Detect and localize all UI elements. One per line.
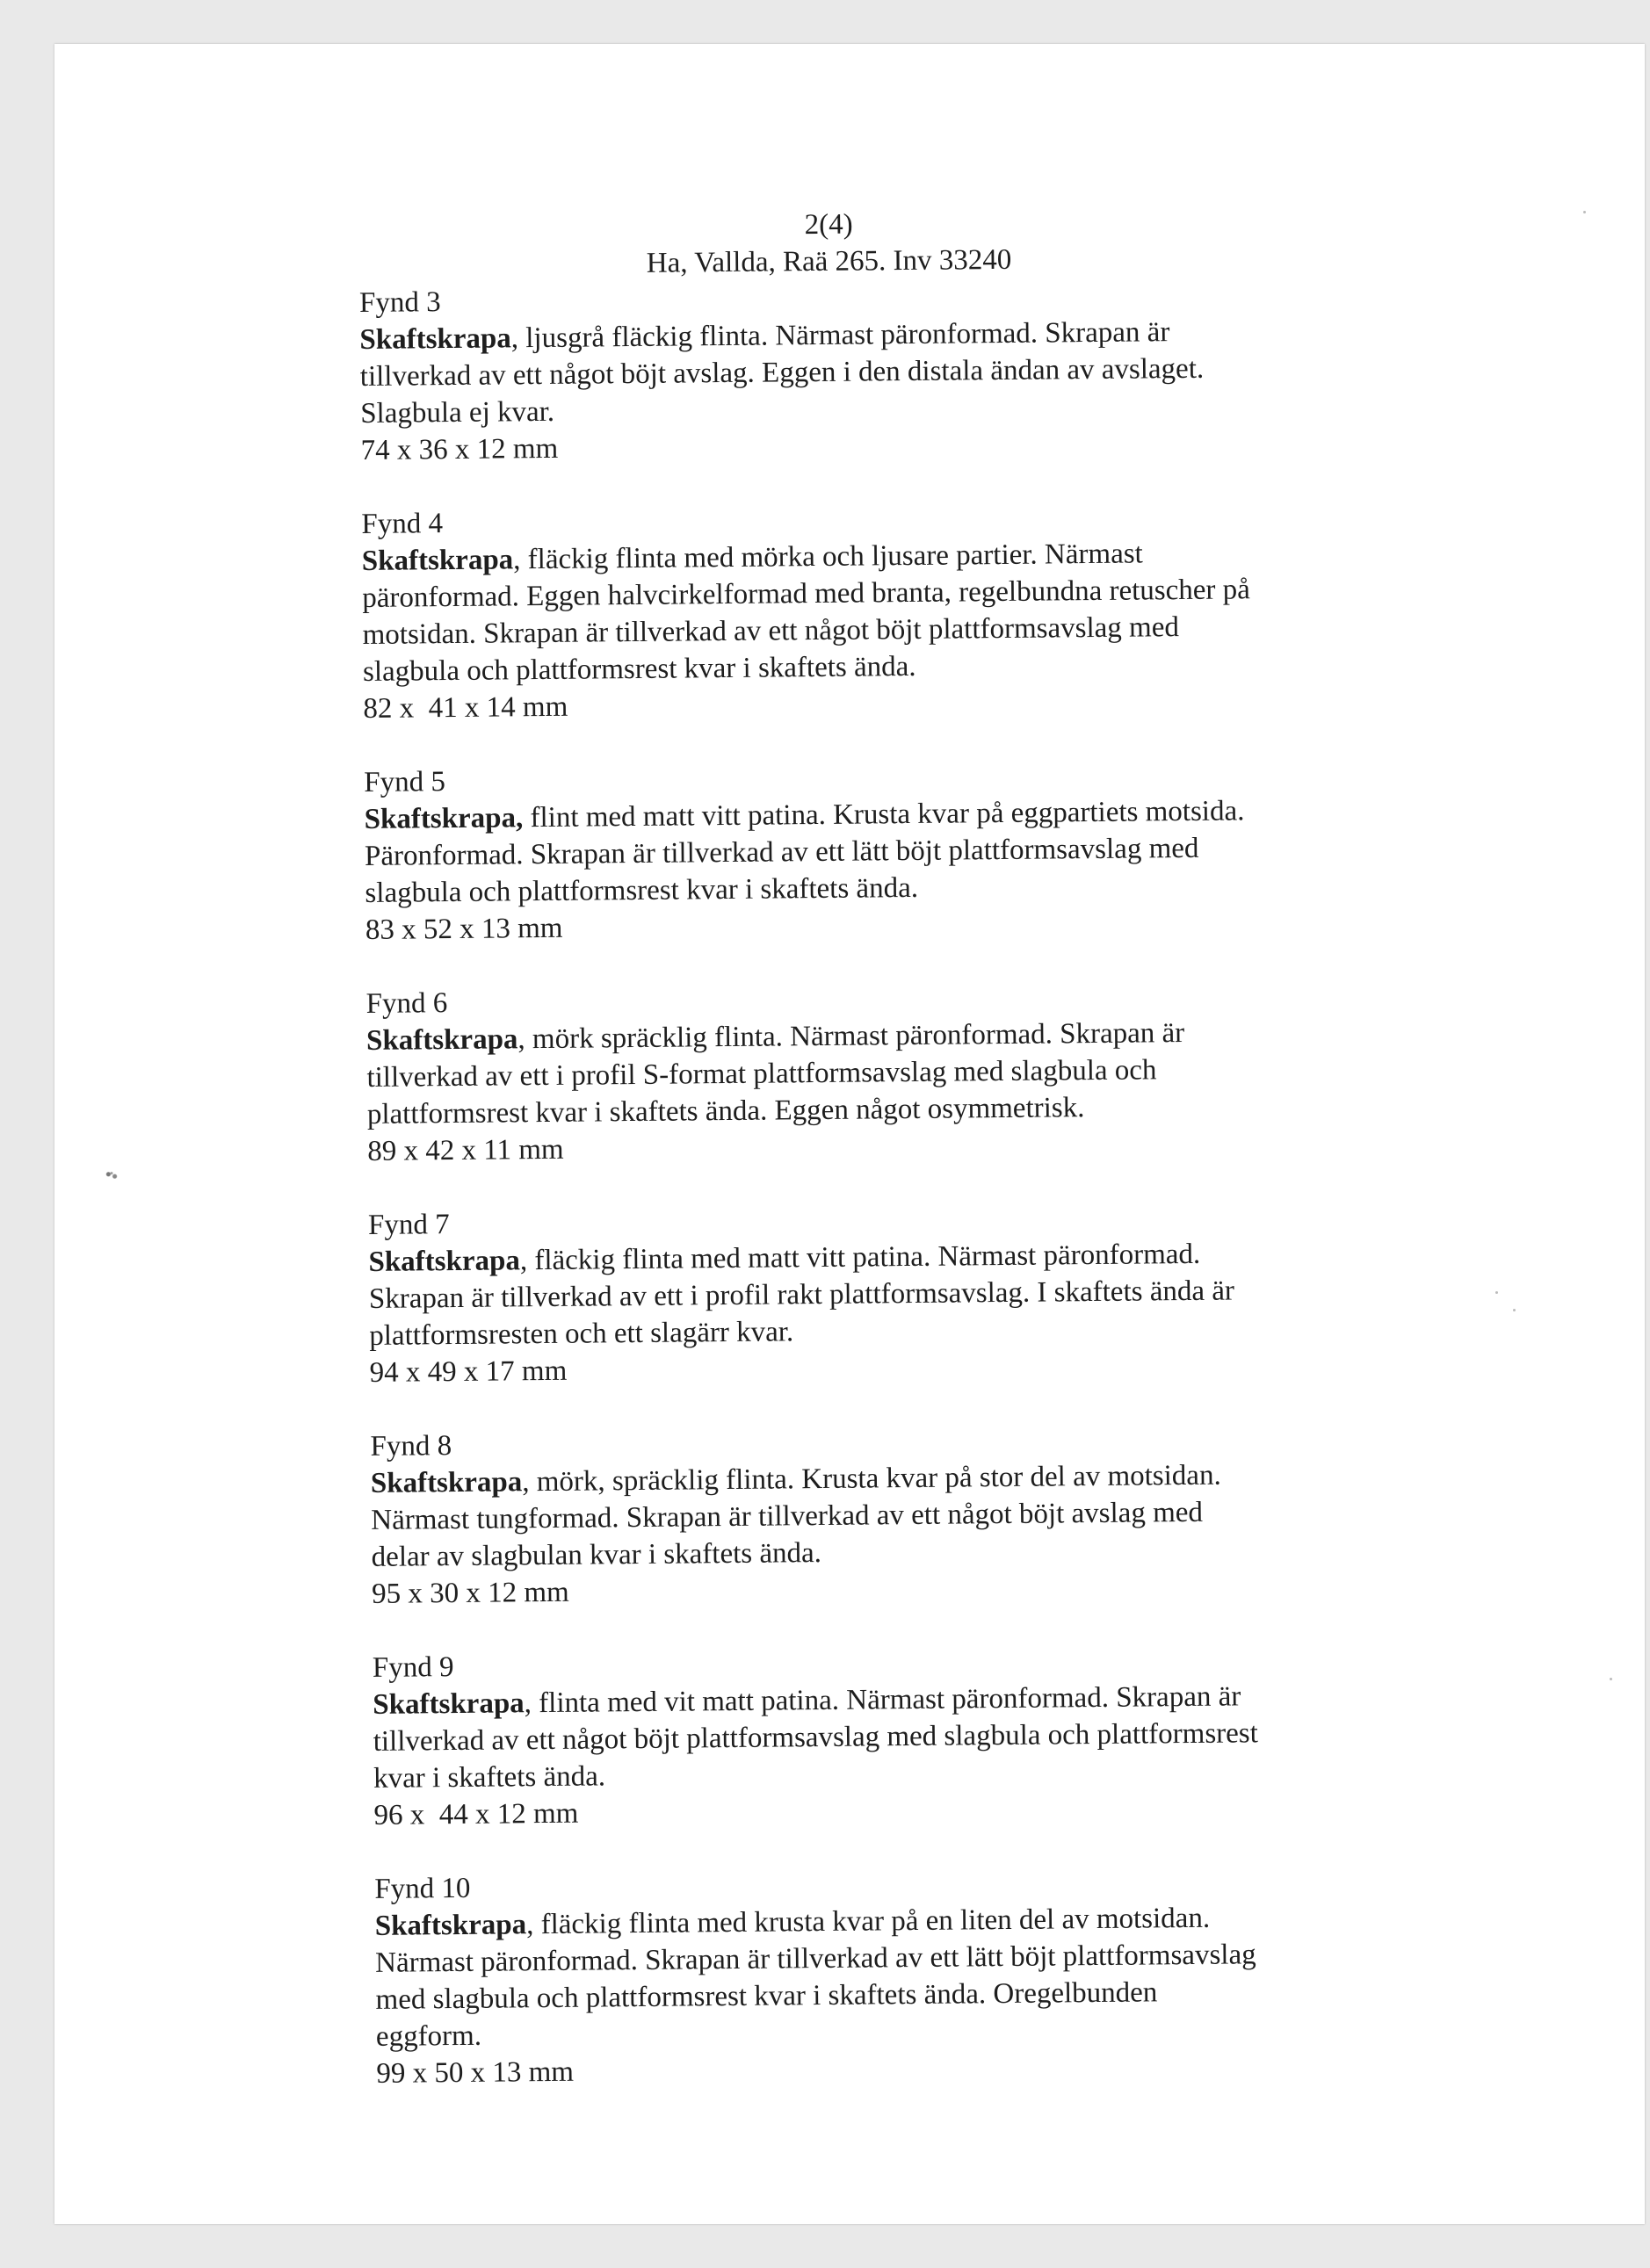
- find-type: Skaftskrapa: [374, 1909, 527, 1942]
- find-type: Skaftskrapa: [370, 1466, 523, 1499]
- find-description-line: Slagbula ej kvar.: [360, 395, 555, 430]
- find-measurements: 74 x 36 x 12 mm: [360, 432, 559, 466]
- page-number: 2(4): [804, 208, 853, 242]
- scan-speck-mark: [104, 1170, 119, 1181]
- find-entry: [364, 754, 1420, 949]
- scan-speck: [1513, 1309, 1516, 1311]
- find-type: Skaftskrapa: [359, 322, 511, 356]
- document-page: [54, 44, 1645, 2224]
- find-description-line: kvar i skaftets ända.: [373, 1760, 606, 1795]
- find-measurements: 89 x 42 x 11 mm: [367, 1133, 564, 1167]
- find-description-line: eggform.: [375, 2019, 482, 2053]
- find-title: Fynd 10: [374, 1872, 471, 1905]
- find-description-line: plattformsresten och ett slagärr kvar.: [369, 1316, 794, 1352]
- find-type: Skaftskrapa: [361, 544, 514, 577]
- find-measurements: 83 x 52 x 13 mm: [365, 912, 563, 946]
- find-measurements: 95 x 30 x 12 mm: [371, 1576, 569, 1610]
- find-description-line: plattformsrest kvar i skaftets ända. Eggen något osymmetrisk.: [366, 1092, 1085, 1130]
- find-entry: [373, 1639, 1429, 1834]
- find-description-line: Skaftskrapa, fläckig flinta med matt vitt patina. Närmast päronformad.: [368, 1238, 1201, 1278]
- find-description-line: Skaftskrapa, mörk spräcklig flinta. Närmast päronformad. Skrapan är: [365, 1017, 1185, 1057]
- site-reference: Ha, Vallda, Raä 265. Inv 33240: [646, 243, 1012, 279]
- find-title: Fynd 3: [358, 286, 441, 319]
- find-description-line: Skaftskrapa, mörk, spräcklig flinta. Krusta kvar på stor del av motsidan.: [370, 1459, 1221, 1499]
- find-entry: [365, 975, 1422, 1170]
- find-description-line: slagbula och plattformsrest kvar i skaftets ända.: [365, 871, 919, 909]
- find-measurements: 96 x 44 x 12 mm: [373, 1797, 579, 1831]
- find-description-line: Päronformad. Skrapan är tillverkad av ett lätt böjt plattformsavslag med: [364, 832, 1199, 872]
- find-title: Fynd 9: [372, 1651, 454, 1684]
- find-description-line: Närmast päronformad. Skrapan är tillverkad av ett lätt böjt plattformsavslag: [374, 1939, 1256, 1979]
- find-description-line: tillverkad av ett något böjt avslag. Eggen i den distala ändan av avslaget.: [359, 352, 1205, 393]
- find-description-line: Skaftskrapa, fläckig flinta med krusta kvar på en liten del av motsidan.: [374, 1902, 1211, 1942]
- find-description-line: Skrapan är tillverkad av ett i profil rakt plattformsavslag. I skaftets ända är: [368, 1275, 1235, 1315]
- scan-speck: [1495, 1291, 1498, 1294]
- find-type: Skaftskrapa: [373, 1687, 525, 1721]
- find-title: Fynd 4: [361, 508, 444, 540]
- find-entry: [374, 1860, 1430, 2092]
- find-description-line: delar av slagbulan kvar i skaftets ända.: [371, 1537, 822, 1573]
- document-content: [358, 200, 1431, 2091]
- finds-list: [359, 274, 1431, 2091]
- find-measurements: 99 x 50 x 13 mm: [376, 2055, 575, 2090]
- find-entry: [359, 274, 1415, 469]
- find-measurements: 94 x 49 x 17 mm: [369, 1354, 568, 1389]
- find-description-line: tillverkad av ett något böjt plattformsavslag med slagbula och plattformsrest: [373, 1717, 1259, 1758]
- find-entry: [370, 1418, 1426, 1613]
- find-description-line: Skaftskrapa, flint med matt vitt patina. Krusta kvar på eggpartiets motsida.: [364, 795, 1245, 835]
- page-header: [358, 202, 1299, 285]
- find-description-line: Skaftskrapa, fläckig flinta med mörka och ljusare partier. Närmast: [361, 538, 1143, 577]
- find-type: Skaftskrapa,: [364, 802, 524, 835]
- find-entry: [368, 1196, 1424, 1391]
- find-description-line: Närmast tungformad. Skrapan är tillverkad av ett något böjt avslag med: [371, 1496, 1204, 1536]
- find-type: Skaftskrapa: [368, 1245, 521, 1278]
- scan-speck: [1610, 1678, 1612, 1680]
- find-title: Fynd 5: [364, 766, 446, 798]
- find-description-line: Skaftskrapa, flinta med vit matt patina. Närmast päronformad. Skrapan är: [373, 1680, 1241, 1721]
- find-measurements: 82 x 41 x 14 mm: [363, 690, 568, 725]
- find-type: Skaftskrapa: [365, 1023, 518, 1057]
- find-entry: [361, 495, 1417, 727]
- find-description-line: tillverkad av ett i profil S-format plattformsavslag med slagbula och: [366, 1054, 1157, 1094]
- find-description-line: päronformad. Eggen halvcirkelformad med branta, regelbundna retuscher på: [362, 574, 1251, 614]
- find-description-line: Skaftskrapa, ljusgrå fläckig flinta. Närmast päronformad. Skrapan är: [359, 316, 1170, 356]
- find-title: Fynd 8: [370, 1430, 452, 1463]
- find-title: Fynd 7: [367, 1209, 450, 1241]
- find-title: Fynd 6: [365, 987, 448, 1020]
- find-description-line: motsidan. Skrapan är tillverkad av ett något böjt plattformsavslag med: [362, 611, 1180, 651]
- find-description-line: med slagbula och plattformsrest kvar i skaftets ända. Oregelbunden: [375, 1976, 1158, 2016]
- scan-speck: [1583, 211, 1586, 213]
- find-description-line: slagbula och plattformsrest kvar i skaftets ända.: [362, 650, 916, 688]
